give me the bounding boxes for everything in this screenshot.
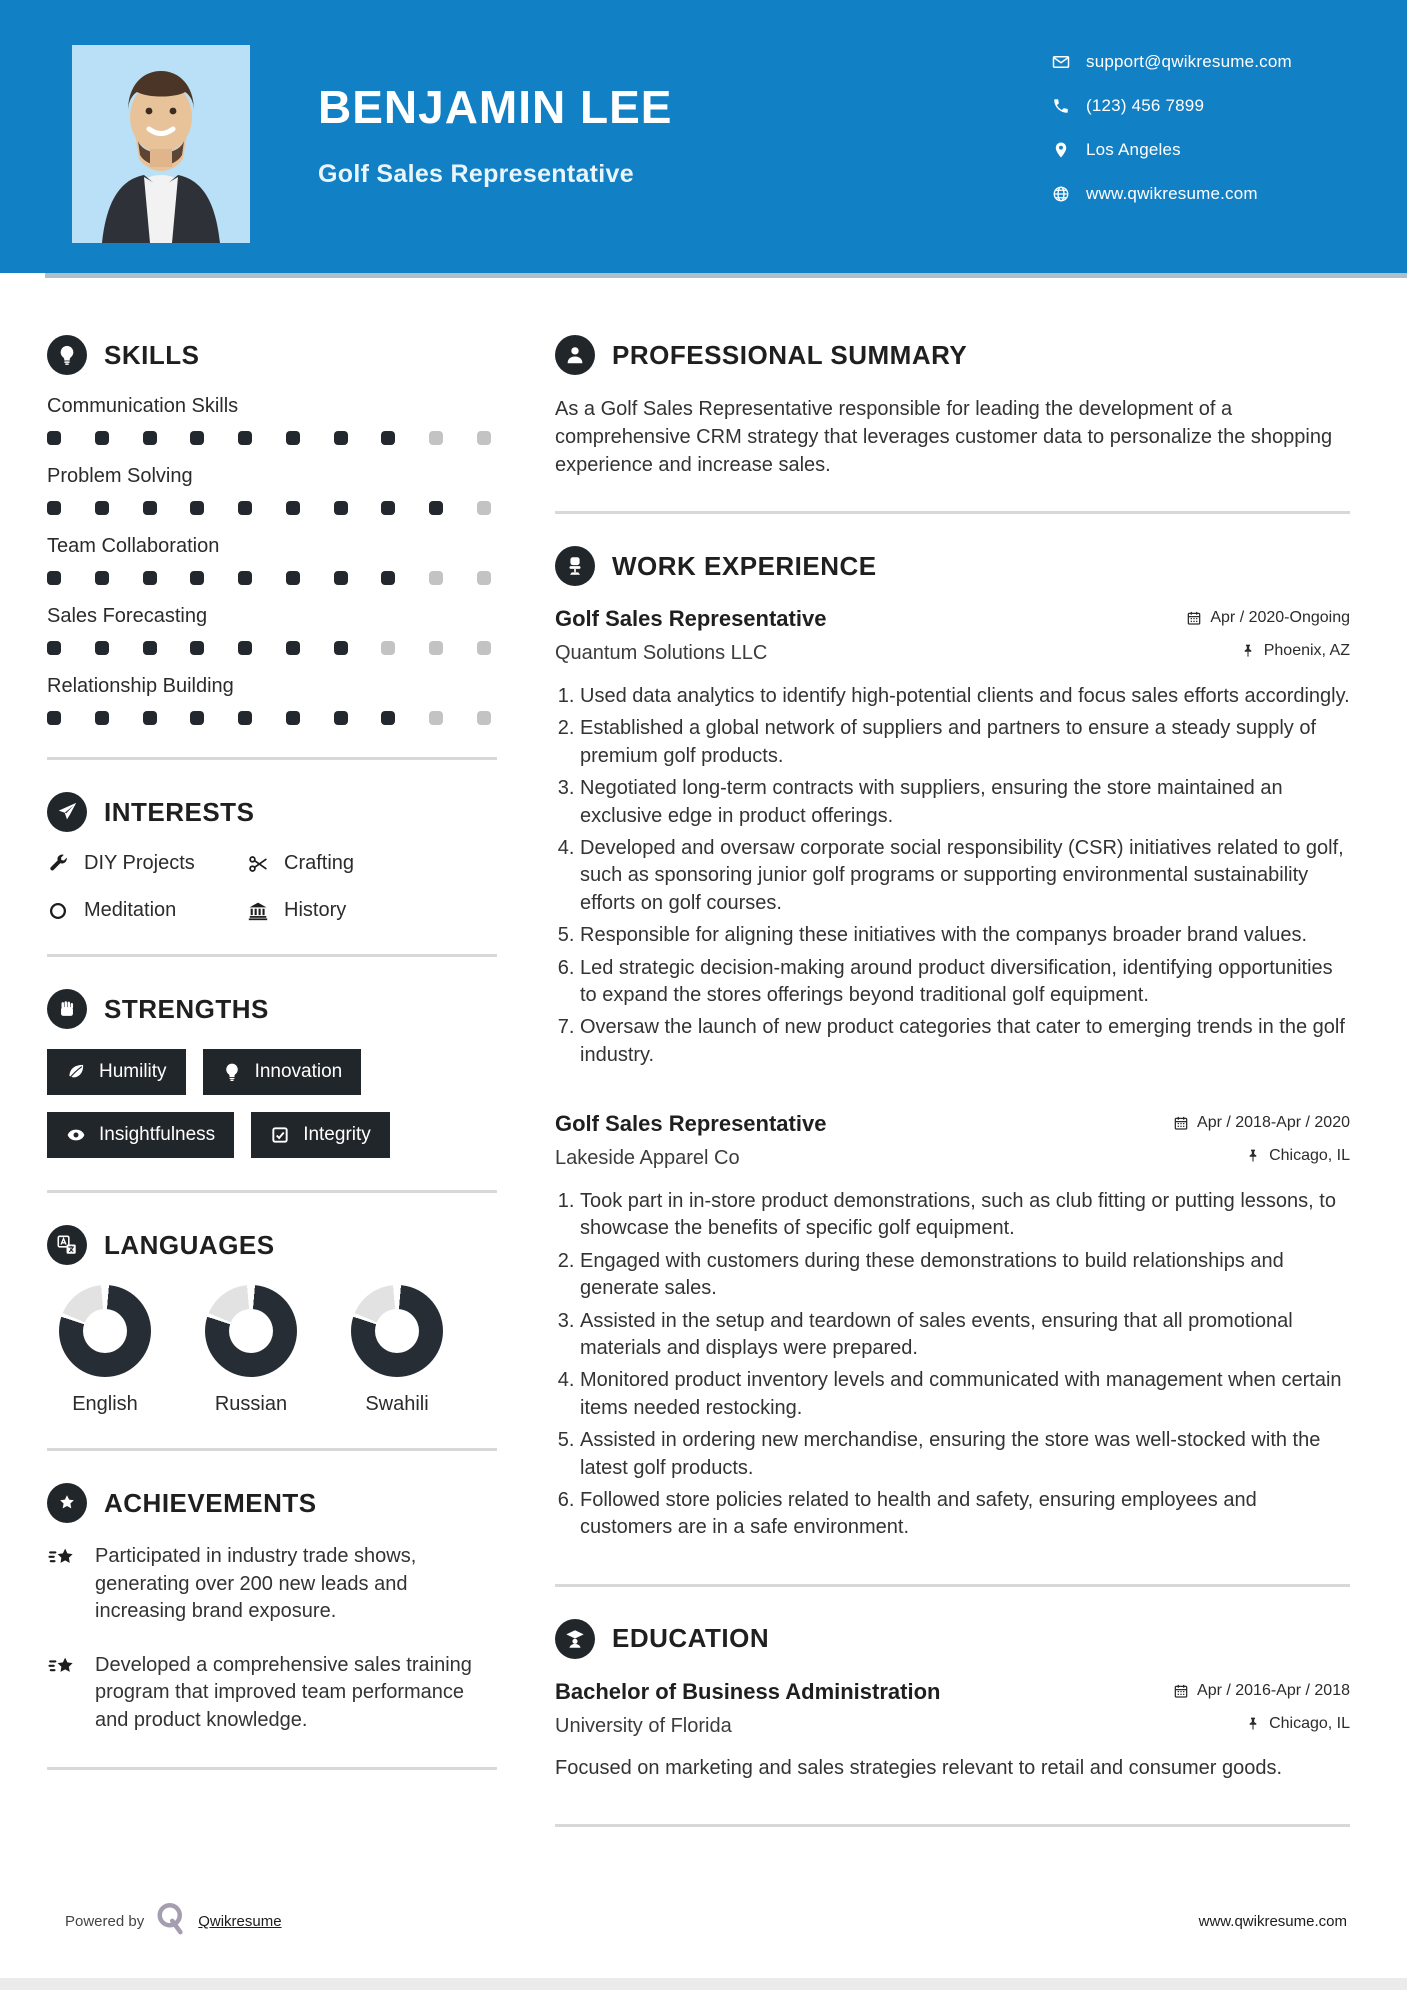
rating-dot-filled <box>95 571 109 585</box>
achievement-text: Developed a comprehensive sales training program that improved team performance and product knowledge. <box>95 1653 472 1731</box>
job-bullet: 5. Assisted in ordering new merchandise, ensuring the store was well-stocked with the latest golf products. <box>580 1427 1350 1482</box>
divider <box>47 1190 497 1193</box>
strength-label: Insightfulness <box>99 1124 216 1145</box>
person-icon <box>555 335 595 375</box>
rating-dot-filled <box>95 501 109 515</box>
scissors-icon <box>247 853 269 875</box>
contact-text: Los Angeles <box>1086 140 1181 159</box>
circle-icon <box>47 900 69 922</box>
rating-dot-filled <box>47 571 61 585</box>
contact-text: support@qwikresume.com <box>1086 52 1292 71</box>
interests-list <box>47 852 497 922</box>
rating-dot-filled <box>238 571 252 585</box>
rating-dot-filled <box>190 501 204 515</box>
contact-text: (123) 456 7899 <box>1086 96 1205 115</box>
calendar-icon <box>1173 1683 1189 1699</box>
rating-dot-empty <box>477 571 491 585</box>
qwikresume-link[interactable]: Qwikresume <box>198 1913 282 1930</box>
job-title: Golf Sales Representative <box>555 1111 827 1137</box>
language-label: Russian <box>214 1393 288 1415</box>
rating-dot-filled <box>143 501 157 515</box>
job-date <box>1173 1114 1350 1132</box>
calendar-icon <box>1186 610 1202 626</box>
languages-section-header <box>47 1225 497 1265</box>
job-date-text: Apr / 2020-Ongoing <box>1210 609 1350 626</box>
sidebar <box>47 335 497 1859</box>
job-date <box>1186 609 1350 627</box>
school-name: University of Florida <box>555 1714 732 1737</box>
star-circle-icon <box>47 1483 87 1523</box>
divider <box>555 511 1350 514</box>
rating-dot-filled <box>190 571 204 585</box>
rating-dot-empty <box>477 501 491 515</box>
leaf-icon <box>66 1062 86 1082</box>
language-item <box>351 1285 443 1416</box>
shooting-star-icon <box>47 1543 77 1626</box>
rating-dot-empty <box>429 571 443 585</box>
shooting-star-icon <box>47 1652 77 1735</box>
rating-dot-filled <box>143 711 157 725</box>
job-location-text: Phoenix, AZ <box>1263 642 1350 659</box>
wrench-icon <box>47 853 69 875</box>
pushpin-icon <box>1240 643 1256 659</box>
rating-dot-empty <box>477 641 491 655</box>
contact-info <box>1052 52 1292 228</box>
divider <box>555 1824 1350 1827</box>
strength-tag <box>47 1049 186 1095</box>
education-date: Apr / 2016-Apr / 2018 <box>1197 1681 1350 1699</box>
skill-rating <box>47 571 497 585</box>
interest-item <box>247 852 497 875</box>
rating-dot-filled <box>286 501 300 515</box>
job-entry <box>555 1111 1350 1542</box>
profile-photo <box>72 45 250 243</box>
job-bullet: 5. Responsible for aligning these initiatives with the companys broader brand values. <box>580 922 1350 949</box>
calendar-icon <box>1173 1115 1189 1131</box>
divider <box>47 1448 497 1451</box>
language-donut-chart <box>59 1285 151 1377</box>
summary-section-header <box>555 335 1350 375</box>
language-label: Swahili <box>365 1393 429 1415</box>
rating-dot-filled <box>238 501 252 515</box>
rating-dot-filled <box>47 501 61 515</box>
strengths-section-header <box>47 989 497 1029</box>
bank-icon <box>247 900 269 922</box>
rating-dot-filled <box>190 641 204 655</box>
main-column <box>555 335 1350 1859</box>
summary-heading: PROFESSIONAL SUMMARY <box>612 339 968 370</box>
skill-item <box>47 465 497 515</box>
rating-dot-filled <box>381 501 395 515</box>
job-bullets <box>555 1188 1350 1542</box>
skill-rating <box>47 501 497 515</box>
job-location-text: Chicago, IL <box>1269 1147 1350 1165</box>
achievement-text: Participated in industry trade shows, generating over 200 new leads and increasing brand exposure. <box>95 1545 417 1623</box>
rating-dot-filled <box>95 641 109 655</box>
skill-label: Team Collaboration <box>47 535 220 557</box>
contact-text: www.qwikresume.com <box>1086 184 1258 203</box>
rating-dot-filled <box>381 711 395 725</box>
skill-label: Relationship Building <box>47 675 234 697</box>
qwikresume-logo-icon <box>156 1901 186 1942</box>
rating-dot-filled <box>47 431 61 445</box>
rating-dot-filled <box>238 711 252 725</box>
education-description: Focused on marketing and sales strategies relevant to retail and consumer goods. <box>555 1756 1283 1779</box>
skill-label: Sales Forecasting <box>47 605 208 627</box>
chair-icon <box>555 546 595 586</box>
interest-item <box>47 899 247 922</box>
pushpin-icon <box>1245 1148 1261 1164</box>
rating-dot-filled <box>286 431 300 445</box>
rating-dot-filled <box>286 641 300 655</box>
rating-dot-filled <box>381 571 395 585</box>
job-title: Golf Sales Representative <box>555 606 827 631</box>
header <box>0 0 1407 273</box>
rating-dot-filled <box>143 641 157 655</box>
contact-row <box>1052 184 1292 204</box>
job-bullet: 3. Negotiated long-term contracts with suppliers, ensuring the store maintained an exclusive edge in product offerings. <box>580 775 1350 830</box>
candidate-title: Golf Sales Representative <box>318 160 634 188</box>
rating-dot-filled <box>334 641 348 655</box>
footer-site-url: www.qwikresume.com <box>1198 1913 1347 1930</box>
rating-dot-empty <box>477 431 491 445</box>
experience-section-header <box>555 546 1350 586</box>
rating-dot-filled <box>429 501 443 515</box>
strength-label: Integrity <box>303 1124 371 1145</box>
footer <box>65 1901 1347 1942</box>
job-date-text: Apr / 2018-Apr / 2020 <box>1197 1114 1350 1132</box>
rating-dot-filled <box>334 571 348 585</box>
rating-dot-filled <box>95 711 109 725</box>
rating-dot-filled <box>143 431 157 445</box>
header-accent-line <box>45 273 1407 278</box>
paper-plane-icon <box>47 792 87 832</box>
rating-dot-filled <box>190 431 204 445</box>
skill-item <box>47 535 497 585</box>
bulb-small-icon <box>222 1062 242 1082</box>
rating-dot-filled <box>334 711 348 725</box>
rating-dot-filled <box>190 711 204 725</box>
language-item <box>205 1285 297 1416</box>
rating-dot-filled <box>334 431 348 445</box>
rating-dot-filled <box>381 431 395 445</box>
fist-icon <box>47 989 87 1029</box>
phone-icon <box>1052 97 1070 115</box>
job-location <box>1240 642 1350 660</box>
strength-label: Innovation <box>254 1061 343 1082</box>
divider <box>555 1584 1350 1587</box>
skills-list <box>47 395 497 725</box>
job-bullet: 3. Assisted in the setup and teardown of sales events, ensuring that all promotional materials and displays were prepared. <box>580 1308 1350 1363</box>
education-entry <box>555 1679 1350 1782</box>
skill-item <box>47 605 497 655</box>
interests-section-header <box>47 792 497 832</box>
job-bullet: 7. Oversaw the launch of new product categories that cater to emerging trends in the golf industry. <box>580 1014 1350 1069</box>
jobs-list <box>555 606 1350 1542</box>
graduate-icon <box>555 1619 595 1659</box>
skill-label: Problem Solving <box>47 465 193 487</box>
languages-heading: LANGUAGES <box>104 1229 275 1260</box>
divider <box>47 757 497 760</box>
skill-label: Communication Skills <box>47 395 239 417</box>
interests-heading: INTERESTS <box>104 796 255 827</box>
skill-rating <box>47 711 497 725</box>
strength-tag <box>251 1112 390 1158</box>
candidate-name: BENJAMIN LEE <box>318 81 673 133</box>
job-company: Lakeside Apparel Co <box>555 1147 740 1170</box>
contact-row <box>1052 96 1292 116</box>
rating-dot-filled <box>334 501 348 515</box>
language-donut-chart <box>205 1285 297 1377</box>
interest-item <box>47 852 247 875</box>
interest-label: Meditation <box>84 899 177 921</box>
languages-list <box>47 1285 497 1416</box>
job-bullets <box>555 683 1350 1069</box>
skill-rating <box>47 641 497 655</box>
achievement-item <box>47 1543 497 1626</box>
skills-heading: SKILLS <box>104 339 200 370</box>
bulb-icon <box>47 335 87 375</box>
check-square-icon <box>270 1125 290 1145</box>
job-bullet: 6. Led strategic decision-making around product diversification, identifying opportunities to expand the stores offerings beyond traditional golf equipment. <box>580 955 1350 1010</box>
rating-dot-filled <box>95 431 109 445</box>
achievements-list <box>47 1543 497 1735</box>
interest-item <box>247 899 497 922</box>
experience-heading: WORK EXPERIENCE <box>612 550 877 581</box>
rating-dot-filled <box>47 711 61 725</box>
interest-label: DIY Projects <box>84 852 195 874</box>
skill-item <box>47 395 497 445</box>
contact-row <box>1052 52 1292 72</box>
skills-section-header <box>47 335 497 375</box>
rating-dot-empty <box>429 431 443 445</box>
rating-dot-filled <box>143 571 157 585</box>
job-location <box>1245 1147 1350 1165</box>
strength-tag <box>47 1112 234 1158</box>
job-bullet: 6. Followed store policies related to health and safety, ensuring employees and customers are in a safe environment. <box>580 1487 1350 1542</box>
translate-icon <box>47 1225 87 1265</box>
rating-dot-empty <box>429 711 443 725</box>
skill-rating <box>47 431 497 445</box>
profile-photo-illustration <box>72 45 250 243</box>
language-item <box>59 1285 151 1416</box>
pushpin-icon <box>1245 1716 1261 1732</box>
rating-dot-empty <box>477 711 491 725</box>
job-bullet: 4. Monitored product inventory levels and communicated with management when certain items needed restocking. <box>580 1367 1350 1422</box>
strengths-list <box>47 1049 497 1158</box>
rating-dot-empty <box>429 641 443 655</box>
rating-dot-filled <box>238 431 252 445</box>
strength-label: Humility <box>99 1061 167 1082</box>
education-heading: EDUCATION <box>612 1623 770 1654</box>
education-section-header <box>555 1619 1350 1659</box>
divider <box>47 954 497 957</box>
summary-text: As a Golf Sales Representative responsible for leading the development of a comprehensive CRM strategy that leverages customer data to personalize the shopping experience and increase sales. <box>555 398 1333 476</box>
degree-title: Bachelor of Business Administration <box>555 1678 941 1704</box>
rating-dot-empty <box>381 641 395 655</box>
job-bullet: 2. Engaged with customers during these demonstrations to build relationships and generate sales. <box>580 1248 1350 1303</box>
achievement-item <box>47 1652 497 1735</box>
contact-row <box>1052 140 1292 160</box>
rating-dot-filled <box>286 571 300 585</box>
interest-label: History <box>284 899 347 921</box>
achievements-heading: ACHIEVEMENTS <box>104 1487 317 1518</box>
location-icon <box>1052 141 1070 159</box>
globe-icon <box>1052 185 1070 203</box>
envelope-icon <box>1052 53 1070 71</box>
strengths-heading: STRENGTHS <box>104 993 269 1024</box>
rating-dot-filled <box>238 641 252 655</box>
content <box>0 273 1407 1859</box>
job-entry <box>555 606 1350 1069</box>
strength-tag <box>203 1049 362 1095</box>
education-location: Chicago, IL <box>1269 1714 1350 1732</box>
bottom-bar <box>0 1978 1407 1990</box>
rating-dot-filled <box>286 711 300 725</box>
achievements-section-header <box>47 1483 497 1523</box>
language-donut-chart <box>351 1285 443 1377</box>
divider <box>47 1767 497 1770</box>
job-bullet: 1. Took part in in-store product demonstrations, such as club fitting or putting lessons, to showcase the benefits of specific golf equipment. <box>580 1188 1350 1243</box>
job-bullet: 2. Established a global network of suppliers and partners to ensure a steady supply of premium golf products. <box>580 715 1350 770</box>
job-bullet: 4. Developed and oversaw corporate social responsibility (CSR) initiatives related to golf, such as sponsoring junior golf programs or supporting environmental sustainability efforts on golf courses. <box>580 835 1350 917</box>
powered-by-label: Powered by <box>65 1913 145 1930</box>
interest-label: Crafting <box>284 852 355 874</box>
rating-dot-filled <box>47 641 61 655</box>
eye-icon <box>66 1125 86 1145</box>
language-label: English <box>72 1393 138 1415</box>
job-company: Quantum Solutions LLC <box>555 642 768 664</box>
skill-item <box>47 675 497 725</box>
job-bullet: 1. Used data analytics to identify high-potential clients and focus sales efforts accordingly. <box>580 683 1350 710</box>
